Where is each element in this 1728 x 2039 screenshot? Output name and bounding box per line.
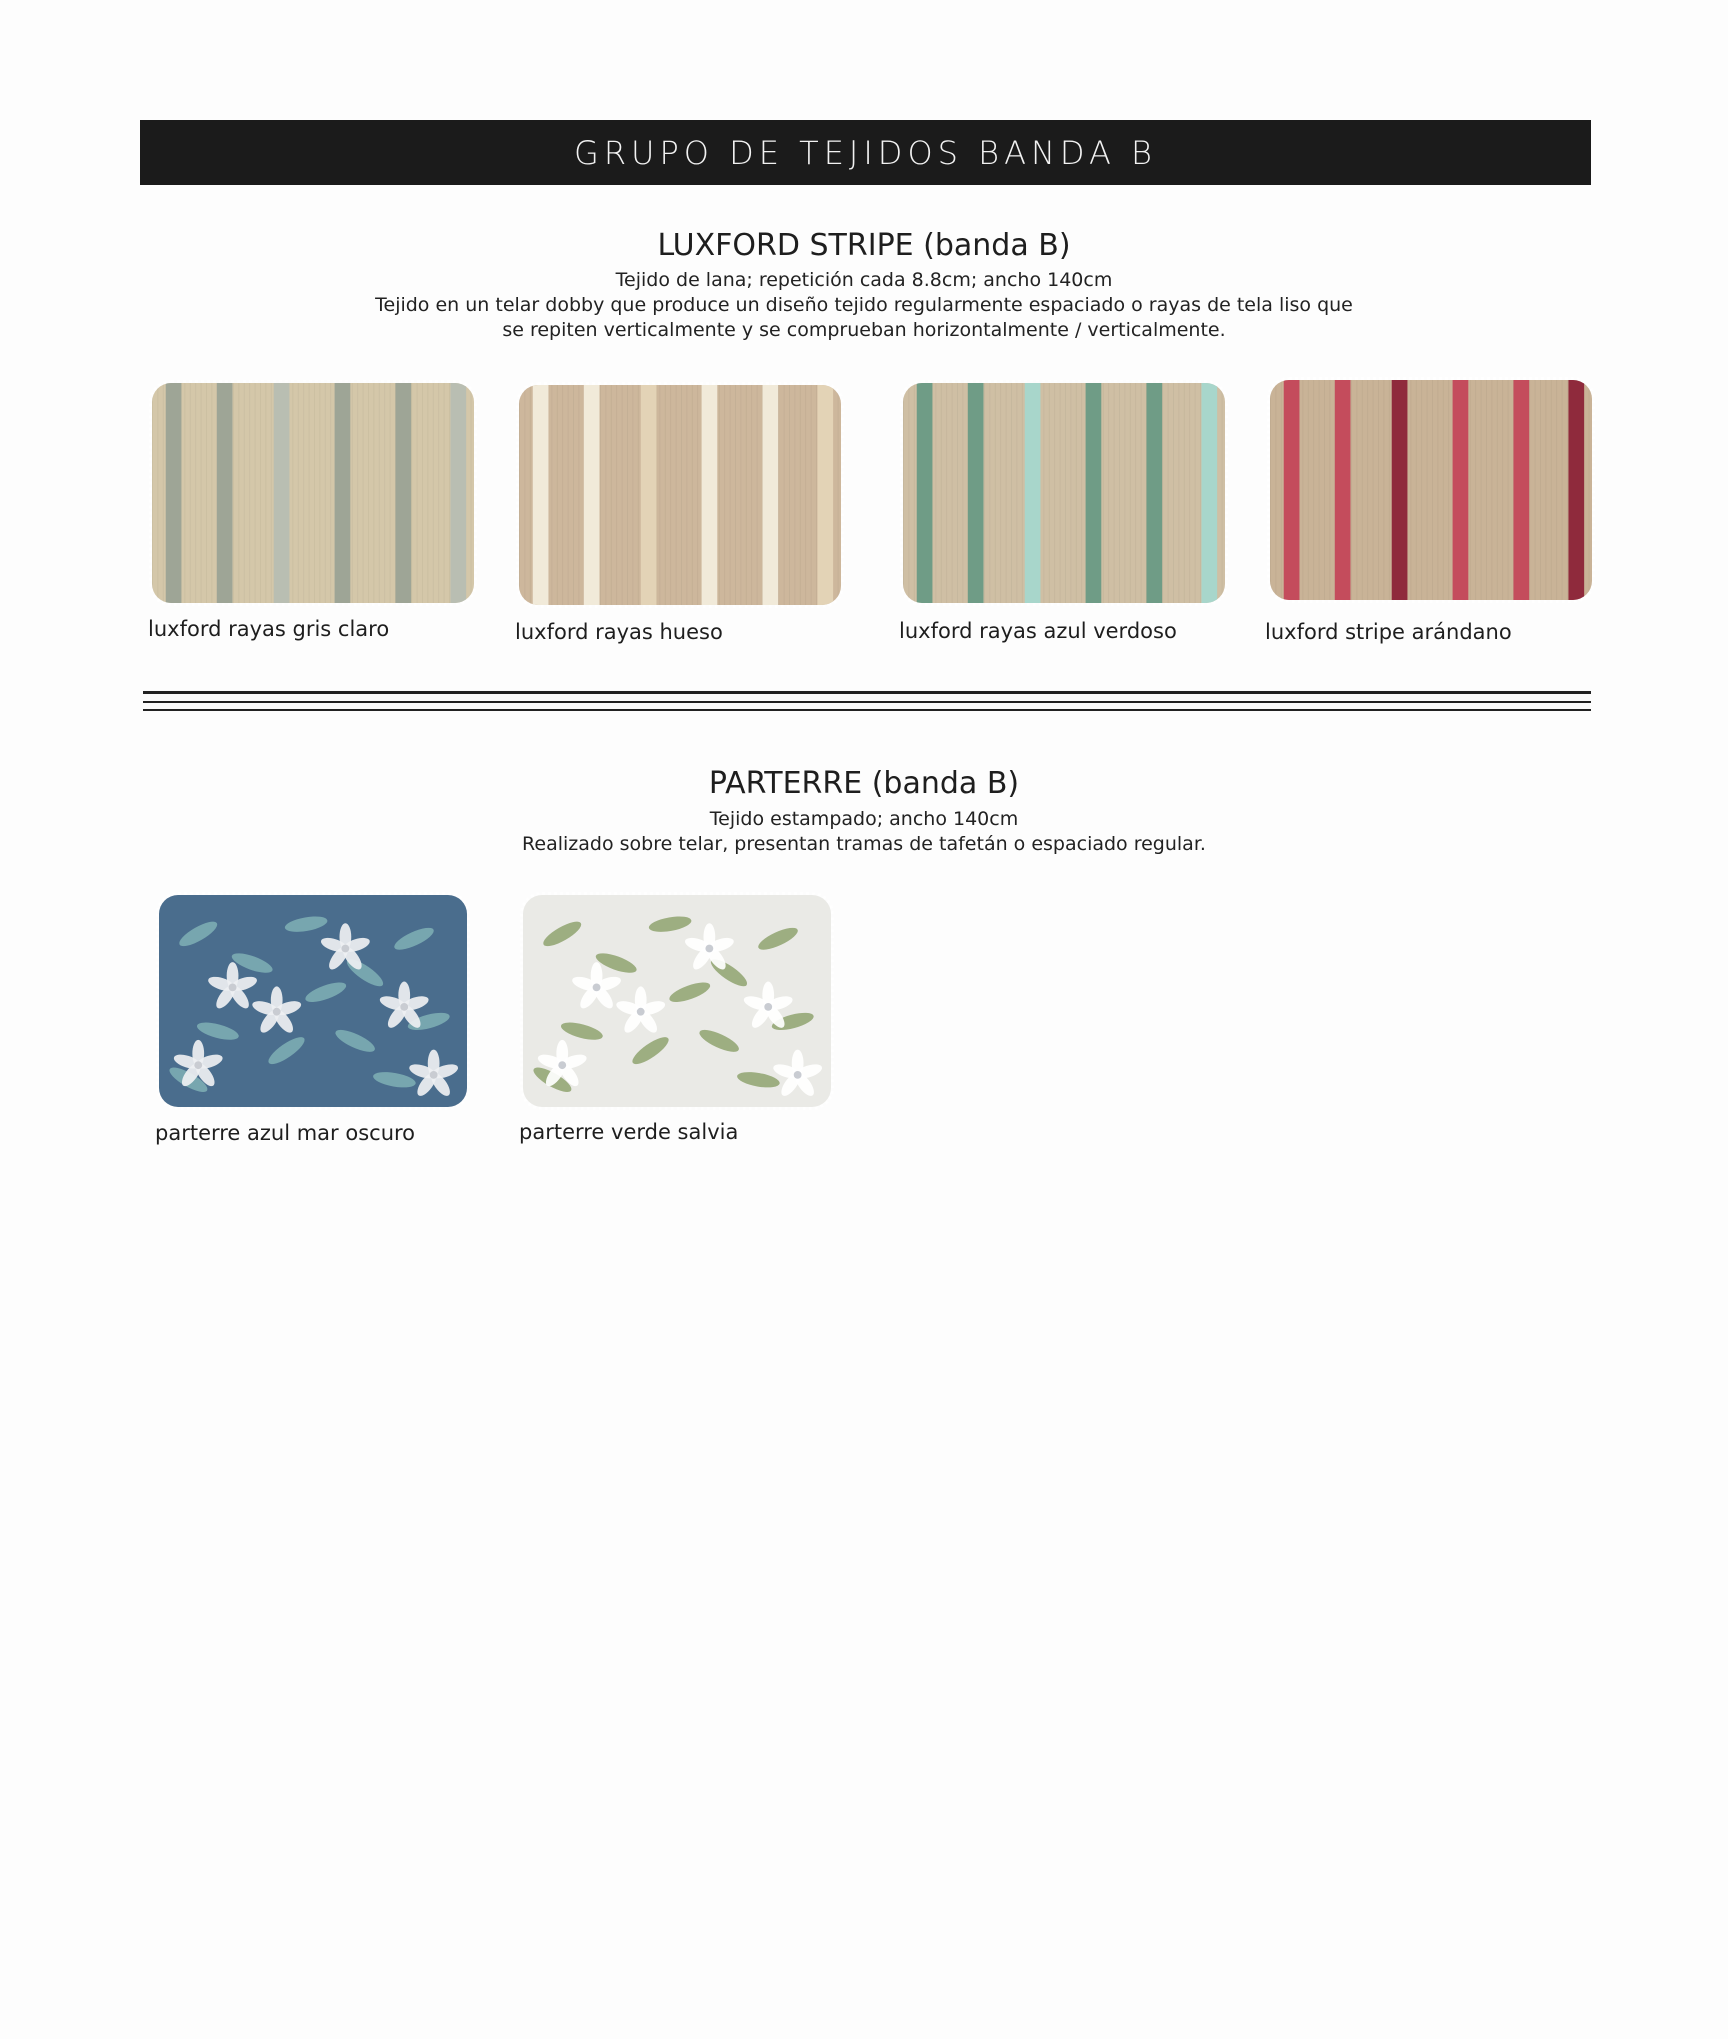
fabric-weave <box>730 385 731 605</box>
fabric-weave <box>211 383 212 603</box>
fabric-weave <box>1081 383 1082 603</box>
fabric-weave <box>735 385 736 605</box>
fabric-weave <box>1529 380 1530 600</box>
fabric-weave <box>438 383 439 603</box>
fabric-stripe <box>1146 383 1162 603</box>
fabric-weave <box>1162 383 1163 603</box>
stripe-fabric-image <box>903 383 1225 603</box>
fabric-weave <box>697 385 698 605</box>
swatch-caption: luxford rayas hueso <box>515 620 723 644</box>
fabric-stripe <box>274 383 290 603</box>
flower-center <box>229 983 237 991</box>
fabric-base <box>519 385 841 605</box>
fabric-weave <box>265 383 266 603</box>
fabric-weave <box>578 385 579 605</box>
flower-center <box>593 983 601 991</box>
fabric-weave <box>746 385 747 605</box>
fabric-weave <box>298 383 299 603</box>
fabric-weave <box>1470 380 1471 600</box>
fabric-weave <box>995 383 996 603</box>
fabric-weave <box>941 383 942 603</box>
section-divider <box>143 709 1591 711</box>
fabric-weave <box>1173 383 1174 603</box>
fabric-weave <box>751 385 752 605</box>
fabric-weave <box>184 383 185 603</box>
fabric-weave <box>1060 383 1061 603</box>
stripe-fabric-image <box>152 383 474 603</box>
fabric-weave <box>622 385 623 605</box>
fabric-stripe <box>1453 380 1469 600</box>
fabric-weave <box>1270 380 1271 600</box>
fabric-weave <box>427 383 428 603</box>
fabric-stripe <box>1025 383 1041 603</box>
fabric-weave <box>1351 380 1352 600</box>
fabric-weave <box>659 385 660 605</box>
fabric-weave <box>449 383 450 603</box>
banner-title: GRUPO DE TEJIDOS BANDA B <box>574 133 1157 172</box>
fabric-weave <box>1065 383 1066 603</box>
fabric-stripe <box>1335 380 1351 600</box>
fabric-weave <box>1427 380 1428 600</box>
flower-center <box>637 1008 645 1016</box>
fabric-weave <box>957 383 958 603</box>
luxford-spec: Tejido de lana; repetición cada 8.8cm; ancho 140cm <box>615 269 1113 291</box>
luxford-description-1: Tejido en un telar dobby que produce un diseño tejido regularmente espaciado o rayas de tela liso que <box>375 294 1353 316</box>
fabric-weave <box>519 385 520 605</box>
luxford-swatch-hueso[interactable] <box>516 382 844 608</box>
fabric-weave <box>390 383 391 603</box>
fabric-weave <box>1437 380 1438 600</box>
fabric-weave <box>1108 383 1109 603</box>
fabric-weave <box>562 385 563 605</box>
flower-center <box>400 1003 408 1011</box>
fabric-weave <box>811 385 812 605</box>
fabric-weave <box>352 383 353 603</box>
fabric-weave <box>1410 380 1411 600</box>
fabric-weave <box>611 385 612 605</box>
fabric-weave <box>157 383 158 603</box>
fabric-weave <box>330 383 331 603</box>
fabric-stripe <box>584 385 600 605</box>
fabric-weave <box>1124 383 1125 603</box>
fabric-weave <box>1486 380 1487 600</box>
fabric-stripe <box>335 383 351 603</box>
fabric-stripe <box>395 383 411 603</box>
swatch-caption: parterre azul mar oscuro <box>155 1121 416 1145</box>
fabric-weave <box>1497 380 1498 600</box>
fabric-weave <box>1222 383 1223 603</box>
fabric-weave <box>1421 380 1422 600</box>
fabric-weave <box>1141 383 1142 603</box>
fabric-weave <box>1054 383 1055 603</box>
fabric-weave <box>989 383 990 603</box>
fabric-weave <box>1275 380 1276 600</box>
floral-fabric-image <box>523 895 831 1107</box>
fabric-weave <box>1551 380 1552 600</box>
flower-center <box>705 945 713 953</box>
fabric-weave <box>573 385 574 605</box>
fabric-weave <box>1508 380 1509 600</box>
fabric-weave <box>1114 383 1115 603</box>
fabric-stripe <box>762 385 778 605</box>
fabric-weave <box>1540 380 1541 600</box>
fabric-weave <box>681 385 682 605</box>
swatch-caption: luxford rayas azul verdoso <box>899 619 1177 643</box>
fabric-stripe <box>702 385 718 605</box>
fabric-weave <box>816 385 817 605</box>
fabric-weave <box>190 383 191 603</box>
fabric-stripe <box>217 383 233 603</box>
fabric-weave <box>1200 383 1201 603</box>
fabric-weave <box>1103 383 1104 603</box>
fabric-weave <box>444 383 445 603</box>
stripe-fabric-image <box>519 385 841 605</box>
fabric-weave <box>411 383 412 603</box>
fabric-weave <box>319 383 320 603</box>
fabric-weave <box>1184 383 1185 603</box>
fabric-weave <box>1535 380 1536 600</box>
fabric-weave <box>379 383 380 603</box>
fabric-weave <box>249 383 250 603</box>
fabric-stripe <box>968 383 984 603</box>
fabric-weave <box>1589 380 1590 600</box>
fabric-weave <box>1545 380 1546 600</box>
parterre-description: Realizado sobre telar, presentan tramas de tafetán o espaciado regular. <box>522 833 1206 855</box>
fabric-weave <box>1324 380 1325 600</box>
luxford-swatch-azul-verdoso[interactable] <box>900 380 1228 606</box>
flower-center <box>558 1061 566 1069</box>
fabric-weave <box>724 385 725 605</box>
fabric-weave <box>638 385 639 605</box>
fabric-weave <box>357 383 358 603</box>
parterre-swatch-azul-mar-oscuro[interactable] <box>156 892 470 1110</box>
fabric-weave <box>686 385 687 605</box>
fabric-weave <box>605 385 606 605</box>
flower-center <box>430 1071 438 1079</box>
fabric-stripe <box>1284 380 1300 600</box>
swatch-caption: parterre verde salvia <box>519 1120 739 1144</box>
fabric-weave <box>303 383 304 603</box>
fabric-stripe <box>641 385 657 605</box>
fabric-weave <box>152 383 153 603</box>
fabric-weave <box>600 385 601 605</box>
fabric-base <box>903 383 1225 603</box>
fabric-weave <box>1367 380 1368 600</box>
fabric-weave <box>805 385 806 605</box>
fabric-weave <box>914 383 915 603</box>
fabric-weave <box>789 385 790 605</box>
flower-center <box>794 1071 802 1079</box>
fabric-weave <box>740 385 741 605</box>
fabric-weave <box>1416 380 1417 600</box>
fabric-weave <box>1168 383 1169 603</box>
fabric-weave <box>530 385 531 605</box>
fabric-weave <box>1195 383 1196 603</box>
fabric-weave <box>1302 380 1303 600</box>
fabric-weave <box>292 383 293 603</box>
fabric-weave <box>903 383 904 603</box>
fabric-weave <box>632 385 633 605</box>
fabric-weave <box>1443 380 1444 600</box>
fabric-weave <box>1378 380 1379 600</box>
flower-center <box>273 1008 281 1016</box>
fabric-weave <box>616 385 617 605</box>
fabric-weave <box>784 385 785 605</box>
fabric-stripe <box>1201 383 1217 603</box>
fabric-weave <box>206 383 207 603</box>
fabric-weave <box>627 385 628 605</box>
fabric-weave <box>260 383 261 603</box>
fabric-weave <box>1135 383 1136 603</box>
fabric-stripe <box>1568 380 1584 600</box>
fabric-weave <box>255 383 256 603</box>
fabric-weave <box>233 383 234 603</box>
section-divider <box>143 701 1591 703</box>
fabric-weave <box>201 383 202 603</box>
fabric-base <box>152 383 474 603</box>
fabric-weave <box>368 383 369 603</box>
fabric-weave <box>692 385 693 605</box>
fabric-stripe <box>1513 380 1529 600</box>
fabric-weave <box>1119 383 1120 603</box>
swatch-caption: luxford rayas gris claro <box>148 617 390 641</box>
flower-center <box>764 1003 772 1011</box>
fabric-weave <box>1383 380 1384 600</box>
floral-fabric-image <box>159 895 467 1107</box>
fabric-weave <box>1373 380 1374 600</box>
fabric-weave <box>1011 383 1012 603</box>
fabric-weave <box>1189 383 1190 603</box>
fabric-stripe <box>166 383 182 603</box>
fabric-weave <box>1016 383 1017 603</box>
fabric-weave <box>163 383 164 603</box>
fabric-stripe <box>917 383 933 603</box>
fabric-weave <box>1308 380 1309 600</box>
fabric-weave <box>195 383 196 603</box>
fabric-base <box>1270 380 1592 600</box>
fabric-stripe <box>1086 383 1102 603</box>
parterre-swatch-verde-salvia[interactable] <box>520 892 834 1110</box>
fabric-weave <box>1043 383 1044 603</box>
fabric-weave <box>670 385 671 605</box>
fabric-weave <box>908 383 909 603</box>
flower-center <box>341 945 349 953</box>
fabric-weave <box>1049 383 1050 603</box>
fabric-weave <box>557 385 558 605</box>
fabric-weave <box>1362 380 1363 600</box>
fabric-weave <box>1356 380 1357 600</box>
fabric-weave <box>1130 383 1131 603</box>
fabric-weave <box>1502 380 1503 600</box>
fabric-weave <box>1556 380 1557 600</box>
fabric-stripe <box>450 383 466 603</box>
fabric-weave <box>238 383 239 603</box>
luxford-swatch-arandano[interactable] <box>1267 377 1595 603</box>
fabric-weave <box>962 383 963 603</box>
flower-center <box>194 1061 202 1069</box>
fabric-weave <box>1448 380 1449 600</box>
swatch-caption: luxford stripe arándano <box>1265 620 1512 644</box>
fabric-weave <box>778 385 779 605</box>
fabric-stripe <box>817 385 833 605</box>
fabric-weave <box>417 383 418 603</box>
fabric-weave <box>1475 380 1476 600</box>
luxford-description-2: se repiten verticalmente y se comprueban horizontalmente / verticalmente. <box>502 319 1226 341</box>
fabric-weave <box>1319 380 1320 600</box>
stripe-fabric-image <box>1270 380 1592 600</box>
fabric-weave <box>373 383 374 603</box>
fabric-weave <box>384 383 385 603</box>
parterre-title: PARTERRE (banda B) <box>708 766 1020 801</box>
fabric-weave <box>1329 380 1330 600</box>
fabric-weave <box>1432 380 1433 600</box>
fabric-weave <box>1567 380 1568 600</box>
fabric-weave <box>665 385 666 605</box>
fabric-weave <box>471 383 472 603</box>
fabric-weave <box>1178 383 1179 603</box>
luxford-title: LUXFORD STRIPE (banda B) <box>657 228 1071 263</box>
fabric-weave <box>433 383 434 603</box>
fabric-weave <box>524 385 525 605</box>
section-divider <box>143 691 1591 694</box>
fabric-weave <box>1389 380 1390 600</box>
fabric-weave <box>984 383 985 603</box>
fabric-weave <box>1022 383 1023 603</box>
fabric-weave <box>800 385 801 605</box>
fabric-weave <box>676 385 677 605</box>
section-banner <box>140 120 1591 185</box>
fabric-weave <box>1562 380 1563 600</box>
fabric-weave <box>794 385 795 605</box>
fabric-stripe <box>1392 380 1408 600</box>
fabric-weave <box>325 383 326 603</box>
fabric-weave <box>1491 380 1492 600</box>
fabric-weave <box>244 383 245 603</box>
fabric-weave <box>946 383 947 603</box>
fabric-weave <box>314 383 315 603</box>
fabric-weave <box>757 385 758 605</box>
fabric-weave <box>1000 383 1001 603</box>
fabric-stripe <box>533 385 549 605</box>
fabric-weave <box>271 383 272 603</box>
parterre-spec: Tejido estampado; ancho 140cm <box>709 808 1019 830</box>
fabric-weave <box>1481 380 1482 600</box>
fabric-weave <box>1070 383 1071 603</box>
fabric-weave <box>363 383 364 603</box>
fabric-weave <box>1006 383 1007 603</box>
fabric-weave <box>422 383 423 603</box>
fabric-weave <box>935 383 936 603</box>
fabric-weave <box>309 383 310 603</box>
fabric-weave <box>568 385 569 605</box>
fabric-weave <box>551 385 552 605</box>
fabric-weave <box>838 385 839 605</box>
luxford-swatch-gris-claro[interactable] <box>149 380 477 606</box>
fabric-weave <box>952 383 953 603</box>
fabric-weave <box>1076 383 1077 603</box>
fabric-weave <box>1313 380 1314 600</box>
fabric-weave <box>719 385 720 605</box>
fabric-weave <box>1281 380 1282 600</box>
